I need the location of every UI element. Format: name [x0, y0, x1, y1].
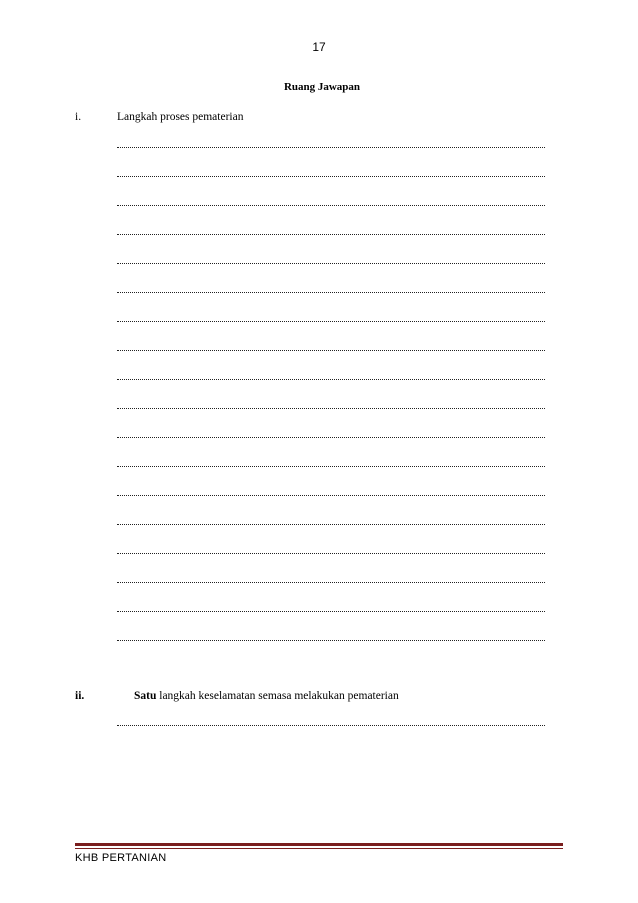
answer-line[interactable] [117, 176, 545, 177]
answer-line[interactable] [117, 553, 545, 554]
answer-line[interactable] [117, 640, 545, 641]
answer-line[interactable] [117, 466, 545, 467]
footer-rule [75, 843, 563, 846]
answer-line[interactable] [117, 495, 545, 496]
answer-line[interactable] [117, 408, 545, 409]
answer-line[interactable] [117, 234, 545, 235]
answer-line[interactable] [117, 437, 545, 438]
answer-line[interactable] [117, 263, 545, 264]
footer-rule-thin [75, 848, 563, 849]
question-ii-rest: langkah keselamatan semasa melakukan pematerian [156, 690, 399, 702]
answer-line[interactable] [117, 582, 545, 583]
answer-line[interactable] [117, 292, 545, 293]
footer-text: KHB PERTANIAN [75, 852, 167, 864]
page-number: 17 [312, 40, 326, 54]
question-ii-bold-word: Satu [134, 690, 157, 702]
question-i-text: Langkah proses pematerian [117, 111, 244, 123]
answer-line[interactable] [117, 321, 545, 322]
answer-line[interactable] [117, 205, 545, 206]
answer-line[interactable] [117, 611, 545, 612]
answer-line[interactable] [117, 147, 545, 148]
answer-line[interactable] [117, 725, 545, 726]
question-i-marker: i. [75, 111, 82, 123]
question-ii-marker: ii. [75, 690, 85, 702]
answer-line[interactable] [117, 379, 545, 380]
answer-line[interactable] [117, 524, 545, 525]
answer-space-heading: Ruang Jawapan [283, 81, 361, 93]
question-ii-text [134, 690, 399, 702]
answer-line[interactable] [117, 350, 545, 351]
